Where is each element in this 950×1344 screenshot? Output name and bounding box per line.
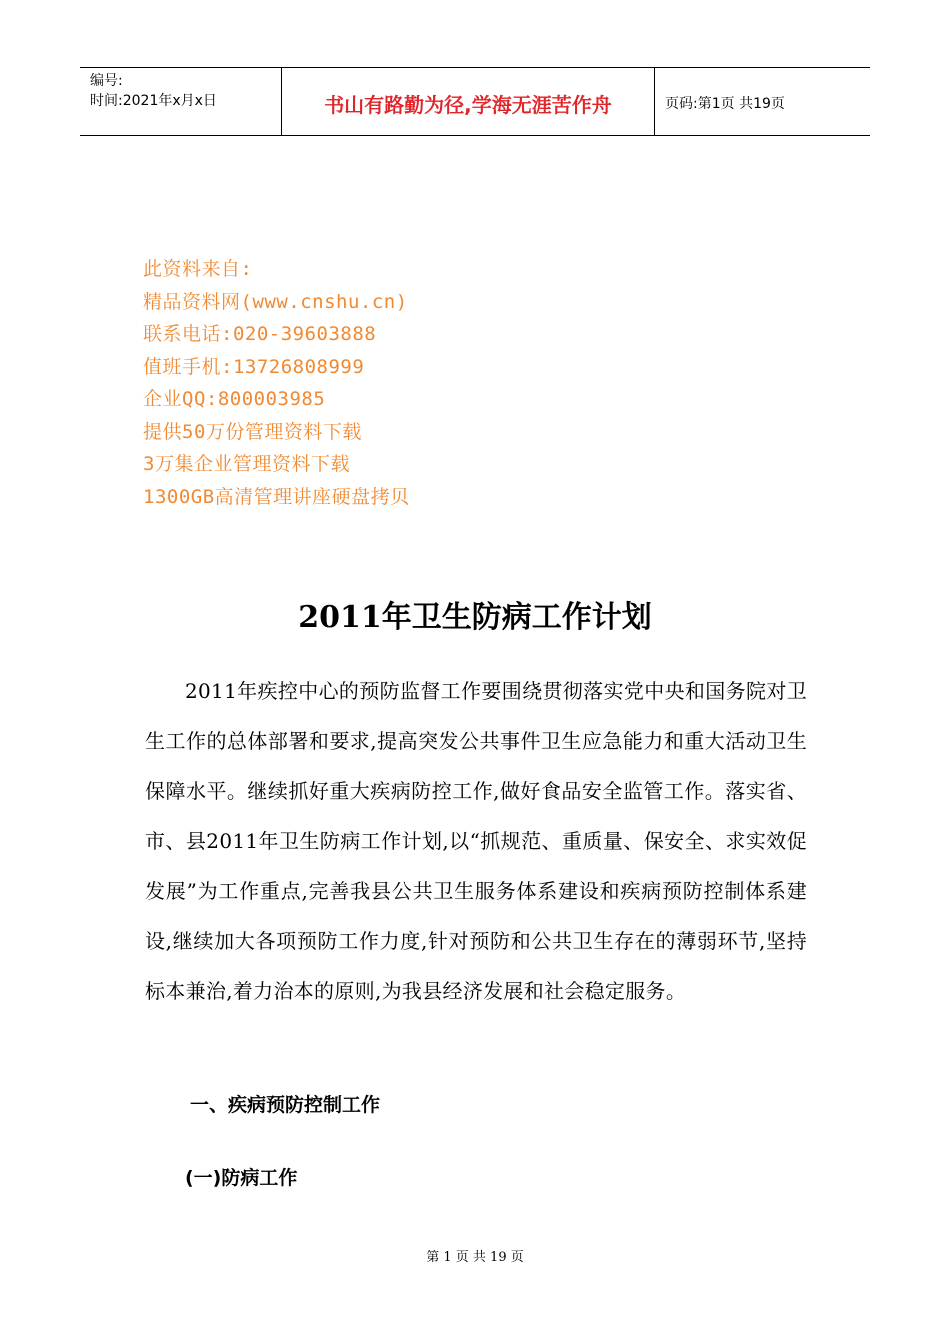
source-line: 企业QQ:800003985: [143, 388, 326, 410]
document-title: 2011年卫生防病工作计划: [298, 600, 652, 635]
source-line: 值班手机:13726808999: [143, 355, 365, 378]
header-meta: [80, 68, 282, 135]
header-motto: 书山有路勤为径,学海无涯苦作舟: [282, 68, 655, 135]
source-line: 精品资料网(www.cnshu.cn): [143, 290, 408, 313]
page-header: [80, 67, 870, 136]
source-line: 提供50万份管理资料下载: [143, 420, 362, 443]
source-info-block: [143, 253, 410, 513]
header-page-info: 页码:第1页 共19页: [665, 95, 785, 112]
source-line: 1300GB高清管理讲座硬盘拷贝: [143, 485, 410, 508]
number-label: 编号:: [90, 73, 123, 89]
time-label: 时间:2021年x月x日: [90, 93, 217, 109]
source-line: 3万集企业管理资料下载: [143, 453, 350, 475]
subsection-heading: (一)防病工作: [185, 1167, 298, 1189]
intro-paragraph: 2011年疾控中心的预防监督工作要围绕贯彻落实党中央和国务院对卫生工作的总体部署和要求,提高突发公共事件卫生应急能力和重大活动卫生保障水平。继续抓好重大疾病防控工作,做好食品安全监管工作。落实省、市、县2011年卫生防病工作计划,以“抓规范、重质量、保安全、求实效促发展”为工作重点,完善我县公共卫生服务体系建设和疾病预防控制体系建设,继续加大各项预防工作力度,针对预防和公共卫生存在的薄弱环节,坚持标本兼治,着力治本的原则,为我县经济发展和社会稳定服务。: [145, 679, 807, 1003]
page-footer: 第 1 页 共 19 页: [426, 1250, 524, 1265]
source-line: 此资料来自:: [143, 258, 253, 280]
source-line: 联系电话:020-39603888: [143, 323, 377, 345]
section-heading: 一、疾病预防控制工作: [190, 1094, 381, 1116]
